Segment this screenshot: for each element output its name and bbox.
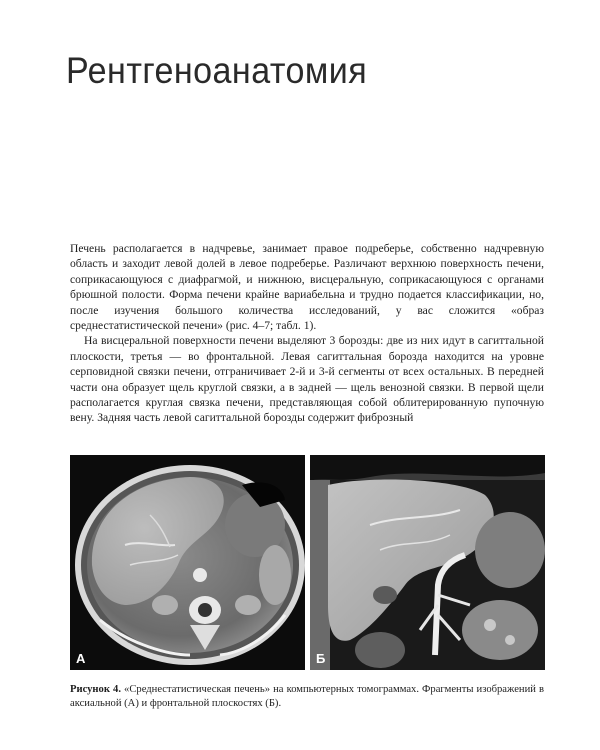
paragraph-1: Печень располагается в надчревье, занимает правое подреберье, собственно надчревную область и заходит левой долей в левое подреберье. Различают верхнюю поверхность печени, соприкасающуюся с диафрагмой, и нижнюю, висцеральную, соприкасающуюся с органами брюшной полости. Форма печени крайне вариабельна и трудно подается классификации, но, после изучения большого количества исследований, у вас сложится «образ среднестатистической печени» (рис. 4–7; табл. 1). xyxy=(70,242,544,333)
paragraph-2: На висцеральной поверхности печени выделяют 3 борозды: две из них идут в сагиттальной плоскости, третья — во фронтальной. Левая сагиттальная борозда находится на уровне серповидной связки печени, отграничивает 2-й и 3-й сегменты от всех остальных. В передней части она образует щель круглой связки, а в задней — щель венозной связки. В первой щели располагается круглая связка печени, представляющая собой облитерированную пупочную вену. Задняя часть левой сагиттальной борозды содержит фиброзный xyxy=(70,334,544,425)
ct-coronal-image xyxy=(310,455,545,670)
ct-axial-image xyxy=(70,455,305,670)
ct-axial-illustration xyxy=(70,455,305,670)
page-title: Рентгеноанатомия xyxy=(66,50,368,91)
figure-4 xyxy=(70,455,545,670)
body-text xyxy=(70,241,544,426)
panel-b-label: Б xyxy=(316,651,326,666)
caption-label: Рисунок 4. xyxy=(70,684,121,695)
figure-caption xyxy=(70,683,544,711)
panel-a-label: А xyxy=(76,651,86,666)
caption-text: «Среднестатистическая печень» на компьютерных томограммах. Фрагменты изображений в аксиальной (А) и фронтальной плоскостях (Б). xyxy=(70,684,544,709)
ct-coronal-illustration xyxy=(310,455,545,670)
